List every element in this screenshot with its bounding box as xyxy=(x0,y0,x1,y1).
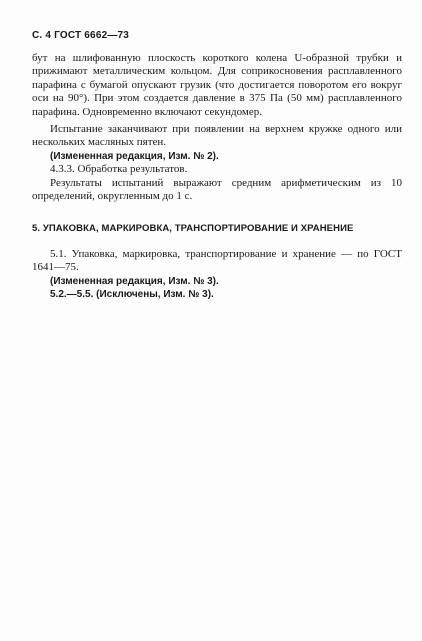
section-5-heading: 5. УПАКОВКА, МАРКИРОВКА, ТРАНСПОРТИРОВАНИЕ И ХРАНЕНИЕ xyxy=(32,223,354,235)
paragraph-4-3-3: 4.3.3. Обработка результатов. xyxy=(50,163,188,176)
excluded-note: 5.2.—5.5. (Исключены, Изм. № 3). xyxy=(50,289,214,301)
paragraph-5-1: 5.1. Упаковка, маркировка, транспортирование и хранение — по ГОСТ 1641—75. xyxy=(32,247,402,274)
amendment-note-2: (Измененная редакция, Изм. № 2). xyxy=(50,150,219,162)
paragraph-results: Результаты испытаний выражают средним арифметическим из 10 определений, округленным до 1 с. xyxy=(32,176,402,203)
paragraph-continuation: бут на шлифованную плоскость короткого колена U-образной трубки и прижимают металлическим кольцом. Для соприкосновения расплавленного парафина с бумагой опускают грузик (что достигается поворотом его вокруг оси на 90°). При этом создается давление в 375 Па (50 мм) расплавленного парафина. Одновременно включают секундомер. xyxy=(32,52,402,118)
paragraph-test-end: Испытание заканчивают при появлении на верхнем кружке одного или нескольких масляных пятен. xyxy=(32,123,402,149)
page-header: С. 4 ГОСТ 6662—73 xyxy=(32,30,130,41)
document-body xyxy=(32,52,402,302)
amendment-note-3: (Измененная редакция, Изм. № 3). xyxy=(50,275,219,287)
